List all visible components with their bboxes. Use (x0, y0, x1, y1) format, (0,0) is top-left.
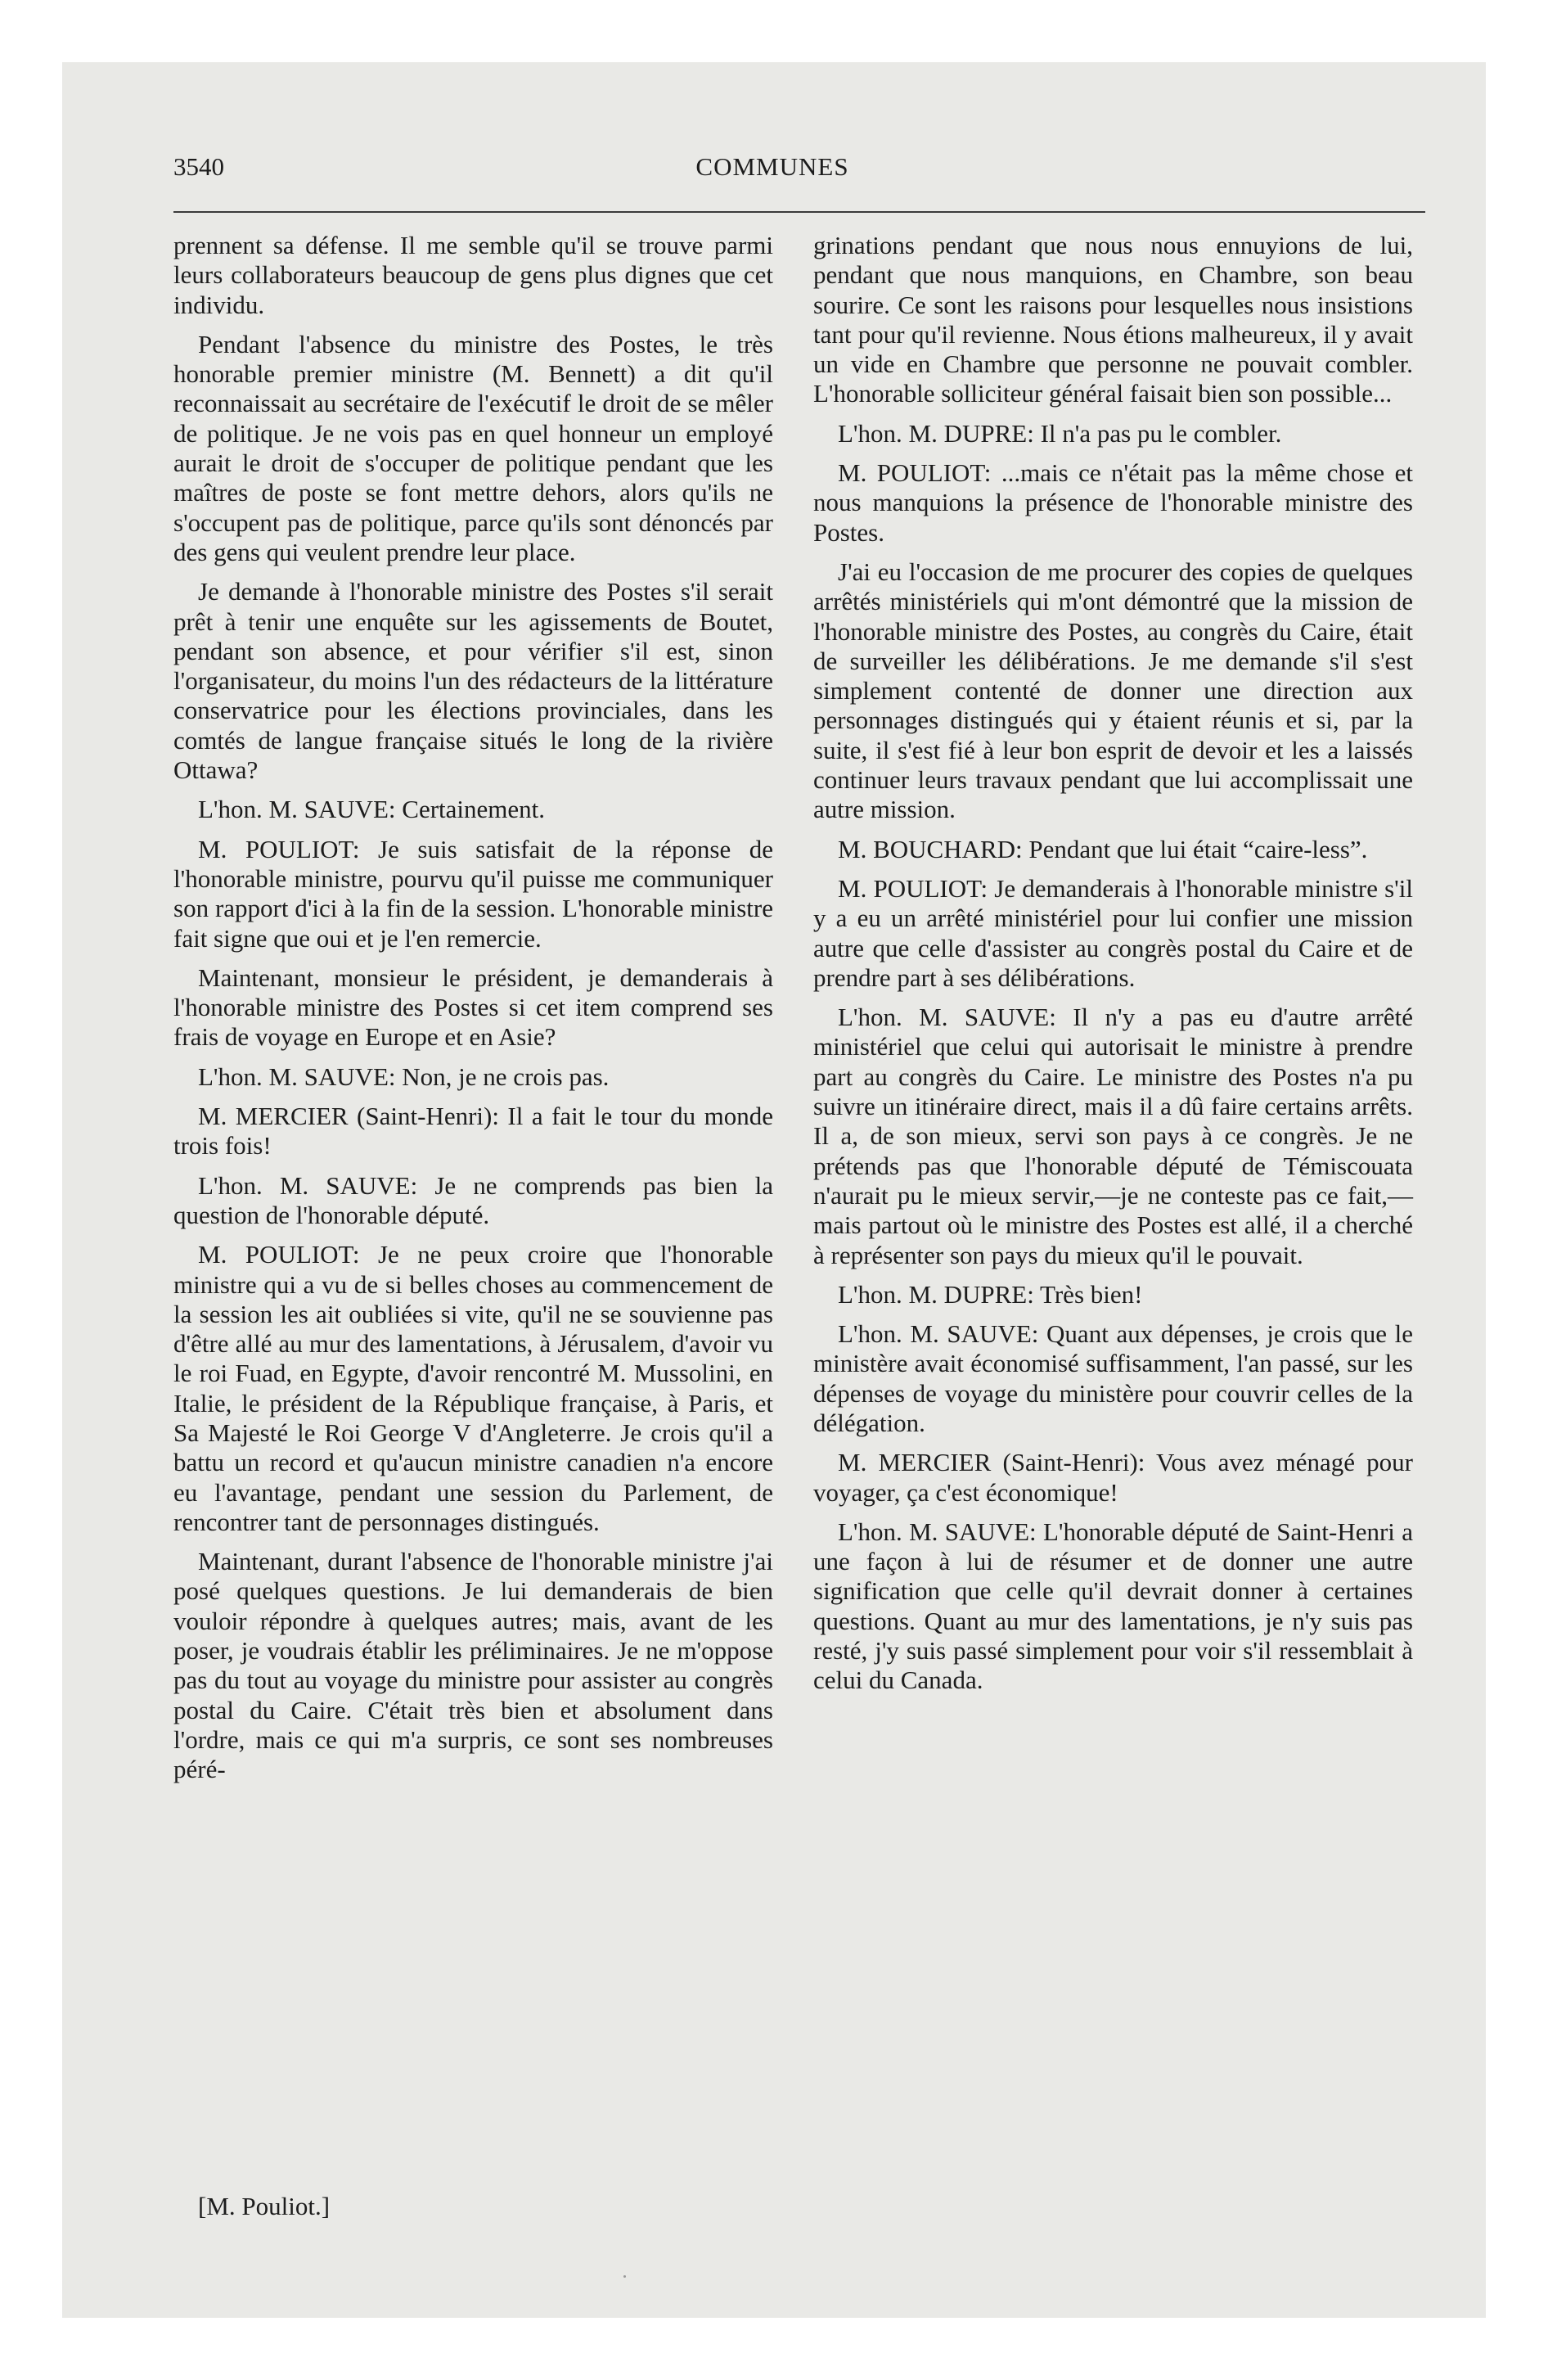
paragraph: Maintenant, monsieur le président, je demanderais à l'honorable ministre des Postes si cet item comprend ses frais de voyage en Europe et en Asie? (173, 962, 773, 1052)
paragraph: M. POULIOT: Je demanderais à l'honorable ministre s'il y a eu un arrêté ministériel pour lui confier une mission autre que celle d'assister au congrès postal du Caire et de prendre part à ses délibérations. (813, 873, 1413, 992)
paragraph: M. POULIOT: ...mais ce n'était pas la même chose et nous manquions la présence de l'honorable ministre des Postes. (813, 458, 1413, 547)
page-header (108, 152, 1437, 193)
paragraph: M. MERCIER (Saint-Henri): Vous avez ménagé pour voyager, ça c'est économique! (813, 1448, 1413, 1507)
scan-dot (623, 2275, 626, 2278)
paragraph: Maintenant, durant l'absence de l'honorable ministre j'ai posé quelques questions. Je lui demanderais de bien vouloir répondre à quelques autres; mais, avant de les poser, je voudrais établir les préliminaires. Je ne m'oppose pas du tout au voyage du ministre pour assister au congrès postal du Caire. C'était très bien et absolument dans l'ordre, mais ce qui m'a surpris, ce sont ses nombreuses péré- (173, 1547, 773, 1784)
paragraph: M. POULIOT: Je ne peux croire que l'honorable ministre qui a vu de si belles choses au commencement de la session les ait oubliées si vite, qu'il ne se souvienne pas d'être allé au mur des lamentations, à Jérusalem, d'avoir vu le roi Fuad, en Egypte, d'avoir rencontré M. Mussolini, en Italie, le président de la République française, à Paris, et Sa Majesté le Roi George V d'Angleterre. Je crois qu'il a battu un record et qu'aucun ministre canadien n'a encore eu l'avantage, pendant une session du Parlement, de rencontrer tant de personnages distingués. (173, 1240, 773, 1536)
paragraph: J'ai eu l'occasion de me procurer des copies de quelques arrêtés ministériels qui m'ont démontré que la mission de l'honorable ministre des Postes, au congrès du Caire, était de surveiller les délibérations. Je me demande s'il s'est simplement contenté de donner une direction aux personnages distingués qui y étaient réunis et si, par la suite, il s'est fié à leur bon esprit de devoir et les a laissés continuer leurs travaux pendant que lui accomplissait une autre mission. (813, 557, 1413, 824)
right-column (813, 231, 1413, 1706)
paragraph: M. POULIOT: Je suis satisfait de la réponse de l'honorable ministre, pourvu qu'il puisse me communiquer son rapport d'ici à la fin de la session. L'honorable ministre fait signe que oui et je l'en remercie. (173, 834, 773, 953)
footer-speaker-note: [M. Pouliot.] (198, 2192, 331, 2220)
paragraph: Pendant l'absence du ministre des Postes, le très honorable premier ministre (M. Bennett) a dit qu'il reconnaissait au secrétaire de l'exécutif le droit de se mêler de politique. Je ne vois pas en quel honneur un employé aurait le droit de s'occuper de politique pendant que les maîtres de poste se font mettre dehors, alors qu'ils ne s'occupent pas de politique, parce qu'ils sont dénoncés par des gens qui veulent prendre leur place. (173, 329, 773, 566)
paragraph: L'hon. M. SAUVE: Certainement. (198, 795, 546, 824)
running-head: COMMUNES (695, 152, 849, 181)
paragraph: M. BOUCHARD: Pendant que lui était “caire-less”. (838, 834, 1368, 863)
paragraph: L'hon. M. DUPRE: Très bien! (838, 1279, 1143, 1309)
paragraph: L'hon. M. SAUVE: Je ne comprends pas bien la question de l'honorable député. (173, 1170, 773, 1229)
paragraph: L'hon. M. SAUVE: L'honorable député de Saint-Henri a une façon à lui de résumer et de donner une autre signification que celle qu'il devrait donner à certaines questions. Quant au mur des lamentations, je n'y suis pas resté, j'y suis passé simplement pour voir s'il ressemblait à celui du Canada. (813, 1517, 1413, 1695)
paragraph: L'hon. M. SAUVE: Quant aux dépenses, je crois que le ministère avait économisé suffisamment, l'an passé, sur les dépenses de voyage du ministère pour couvrir celles de la délégation. (813, 1319, 1413, 1437)
paragraph: L'hon. M. SAUVE: Non, je ne crois pas. (198, 1062, 610, 1091)
header-rule (173, 211, 1425, 213)
left-column (173, 231, 773, 1795)
paragraph: prennent sa défense. Il me semble qu'il se trouve parmi leurs collaborateurs beaucoup de gens plus dignes que cet individu. (173, 231, 773, 319)
paragraph: L'hon. M. DUPRE: Il n'a pas pu le combler. (838, 418, 1282, 448)
paragraph: Je demande à l'honorable ministre des Postes s'il serait prêt à tenir une enquête sur les agissements de Boutet, pendant son absence, et pour vérifier s'il est, sinon l'organisateur, du moins l'un des rédacteurs de la littérature conservatrice pour les élections provinciales, dans les comtés de langue française situés le long de la rivière Ottawa? (173, 577, 773, 785)
paragraph: M. MERCIER (Saint-Henri): Il a fait le tour du monde trois fois! (173, 1102, 773, 1161)
paragraph: L'hon. M. SAUVE: Il n'y a pas eu d'autre arrêté ministériel que celui qui autorisait le ministre à prendre part au congrès du Caire. Le ministre des Postes n'a pu suivre un itinéraire direct, mais il a dû faire certains arrêts. Il a, de son mieux, servi son pays à ce congrès. Je ne prétends pas que l'honorable député de Témiscouata n'aurait pu le mieux servir,—je ne conteste pas ce fait,—mais partout où le ministre des Postes est allé, il a cherché à représenter son pays du mieux qu'il le pouvait. (813, 1003, 1413, 1269)
paragraph: grinations pendant que nous nous ennuyions de lui, pendant que nous manquions, en Chambre, son beau sourire. Ce sont les raisons pour lesquelles nous insistions tant pour qu'il revienne. Nous étions malheureux, il y avait un vide en Chambre que personne ne pouvait combler. L'honorable solliciteur général faisait bien son possible... (813, 231, 1413, 408)
page-number: 3540 (173, 152, 224, 181)
